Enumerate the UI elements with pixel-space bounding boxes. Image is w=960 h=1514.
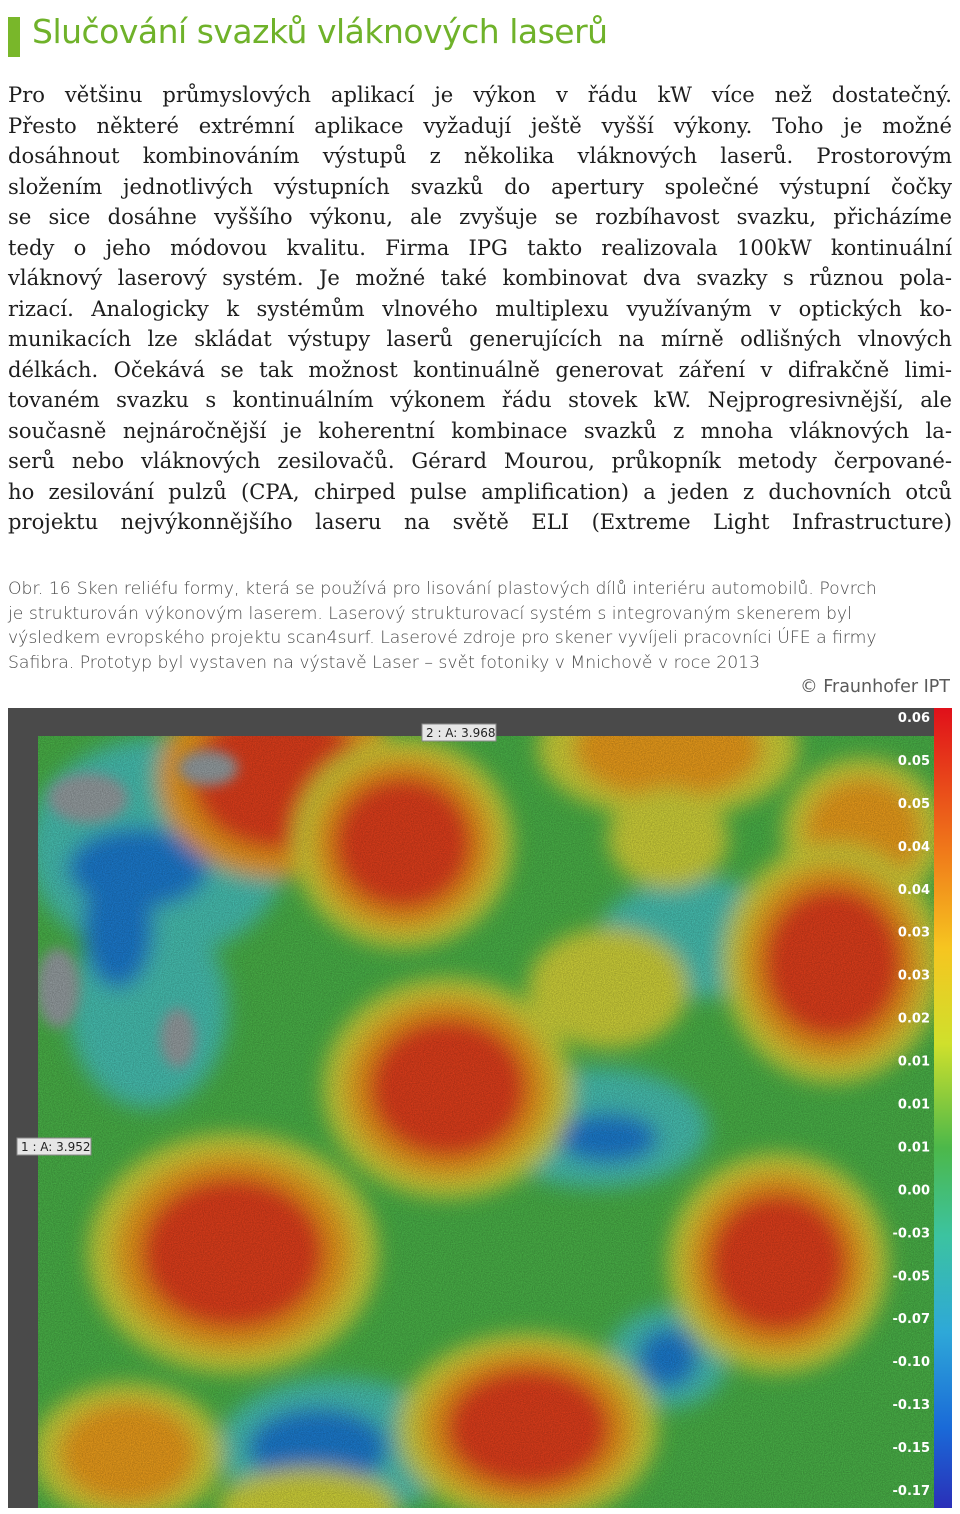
paragraph-line: současně nejnáročnější je koherentní kombinace svazků z mnoha vláknových la- (8, 417, 952, 443)
surface-scan-figure (8, 708, 952, 1508)
image-credit: © Fraunhofer IPT (800, 677, 950, 697)
paragraph-line: tedy o jeho módovou kvalitu. Firma IPG takto realizovala 100kW kontinuální (8, 234, 952, 260)
caption-line: výsledkem evropského projektu scan4surf. Laserové zdroje pro skener vyvíjeli pracovníci ÚFE a firmy (8, 628, 877, 648)
surface-texture (38, 736, 934, 1508)
heading-accent-bar (8, 17, 20, 57)
probe-1-text: 1 : A: 3.952 (21, 1140, 91, 1154)
scale-tick-label: 0.03 (897, 925, 930, 941)
scale-tick-label: 0.02 (897, 1011, 930, 1027)
surface-scan-image (8, 708, 952, 1508)
caption-line (8, 577, 952, 602)
scale-tick-label: -0.13 (892, 1398, 930, 1414)
scale-tick-label: 0.04 (897, 839, 930, 855)
paragraph-line: složením jednotlivých výstupních svazků do apertury společné výstupní čočky (8, 173, 952, 199)
paragraph-line: tovaném svazku s kontinuálním výkonem řádu stovek kW. Nejprogresivnější, ale (8, 387, 952, 412)
left-edge (8, 708, 38, 1508)
scale-tick-label: -0.03 (892, 1226, 930, 1242)
scale-tick-label: -0.17 (892, 1484, 930, 1499)
scale-tick-label: 0.03 (897, 968, 930, 984)
scale-tick-label: 0.05 (897, 796, 930, 812)
caption-text: Sken reliéfu formy, která se používá pro lisování plastových dílů interiéru automobilů. Povrch (76, 579, 877, 599)
paragraph-line: délkách. Očekává se tak možnost kontinuálně generovat záření v difrakčně limi- (8, 356, 952, 382)
scale-tick-label: 0.06 (897, 711, 930, 726)
probe-2-label (422, 724, 496, 741)
paragraph-line: munikacích lze skládat výstupy laserů generujících na mírně odlišných vlnových (8, 326, 952, 351)
article-paragraph (8, 80, 952, 538)
paragraph-line: Přesto některé extrémní aplikace vyžadují ještě vyšší výkony. Toho je možné (8, 112, 952, 138)
paragraph-line: dosáhnout kombinováním výstupů z několika vláknových laserů. Prostorovým (8, 143, 952, 168)
caption-line: je strukturován výkonovým laserem. Laserový strukturovací systém s integrovaným skenerem byl (8, 603, 852, 624)
scale-tick-label: 0.01 (897, 1054, 930, 1070)
paragraph-line: Pro většinu průmyslových aplikací je výkon v řádu kW více než dostatečný. (8, 82, 952, 107)
scale-tick-label: 0.01 (897, 1097, 930, 1113)
figure-number: Obr. 16 (8, 579, 71, 599)
scale-tick-label: -0.07 (892, 1312, 930, 1328)
paragraph-line: se sice dosáhne vyššího výkonu, ale zvyšuje se rozbíhavost svazku, přicházíme (8, 204, 952, 229)
caption-line: Safibra. Prototyp byl vystaven na výstavě Laser – svět fotoniky v Mnichově v roce 2013 (8, 652, 761, 673)
scale-tick-label: 0.05 (897, 753, 930, 769)
scale-tick-label: -0.15 (892, 1441, 930, 1457)
scale-tick-label: -0.10 (892, 1355, 930, 1371)
page-title: Slučování svazků vláknových laserů (32, 12, 608, 51)
height-map (8, 708, 952, 1508)
paragraph-line: vláknový laserový systém. Je možné také kombinovat dva svazky s různou pola- (8, 265, 952, 290)
scale-tick-label: 0.00 (897, 1183, 930, 1199)
scale-tick-label: 0.01 (897, 1140, 930, 1156)
scale-tick-label: -0.05 (892, 1269, 930, 1285)
scale-tick-label: 0.04 (897, 882, 930, 898)
paragraph-line: projektu nejvýkonnějšího laseru na světě ELI (Extreme Light Infrastructure) (8, 509, 952, 534)
probe-2-text: 2 : A: 3.968 (426, 726, 496, 740)
color-scale-bar (934, 708, 952, 1508)
paragraph-line: serů nebo vláknových zesilovačů. Gérard Mourou, průkopník metody čerpované- (8, 448, 952, 473)
paragraph-line: rizací. Analogicky k systémům vlnového multiplexu využívaným v optických ko- (8, 295, 952, 321)
paragraph-line: ho zesilování pulzů (CPA, chirped pulse amplification) a jeden z duchovních otců (8, 478, 952, 504)
probe-1-label (17, 1138, 91, 1155)
figure-caption (8, 577, 952, 675)
